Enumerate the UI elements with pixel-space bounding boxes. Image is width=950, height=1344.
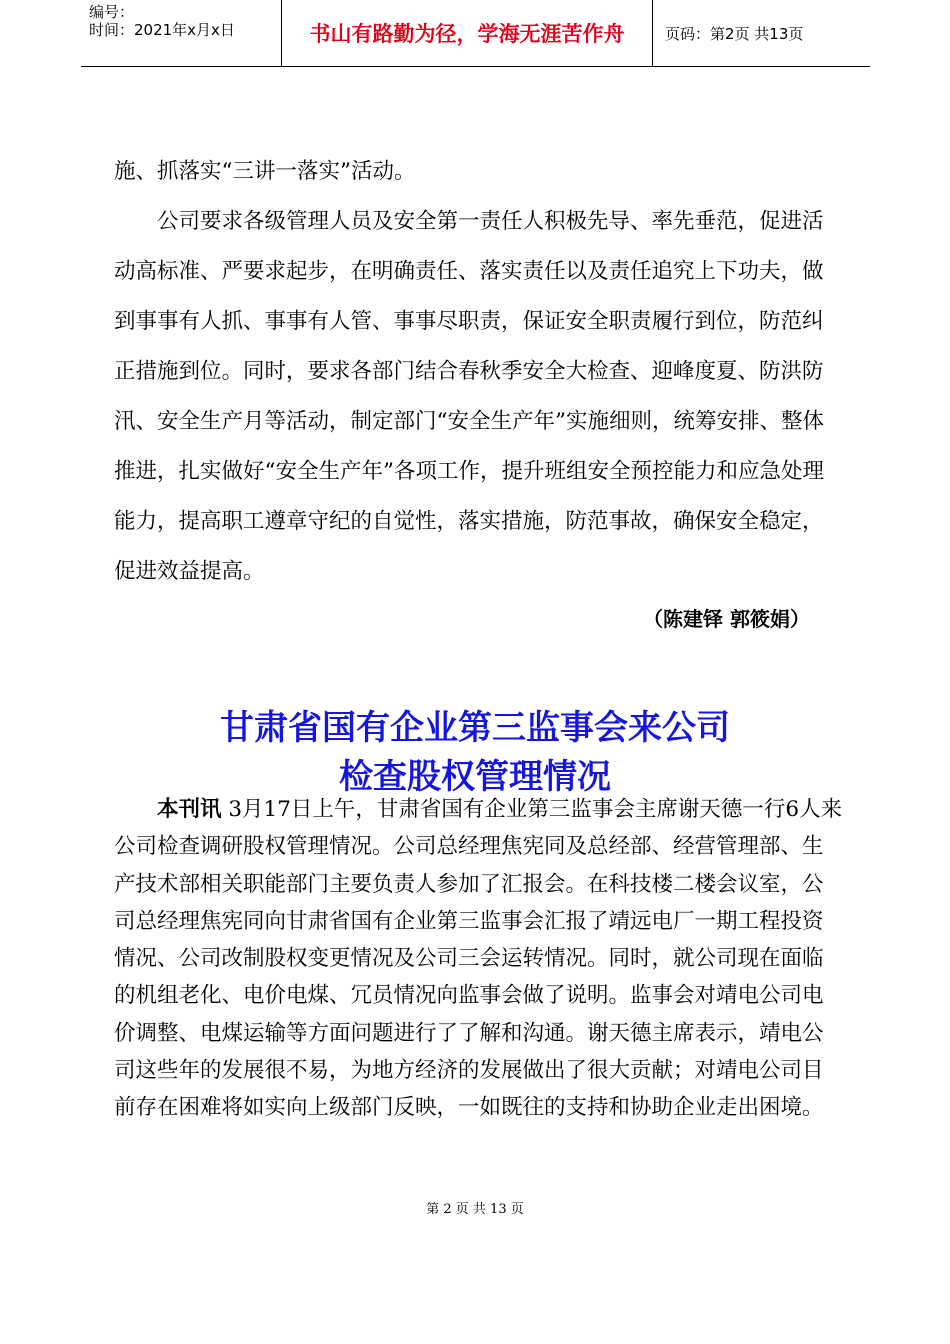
header-meta <box>81 0 281 66</box>
page-header <box>81 0 870 67</box>
page-footer: 第 2 页 共 13 页 <box>426 1202 524 1217</box>
header-motto: 书山有路勤为径，学海无涯苦作舟 <box>281 0 653 66</box>
article1-continued-line: 施、抓落实“三讲一落实”活动。 <box>114 159 416 184</box>
header-page-info: 页码：第2页 共13页 <box>665 24 804 43</box>
article1-paragraph: 公司要求各级管理人员及安全第一责任人积极先导、率先垂范，促进活动高标准、严要求起步，在明确责任、落实责任以及责任追究上下功夫，做到事事有人抓、事事有人管、事事尽职责，保证安全职责履行到位，防范纠正措施到位。同时，要求各部门结合春秋季安全大检查、迎峰度夏、防洪防汛、安全生产月等活动，制定部门“安全生产年”实施细则，统筹安排、整体推进，扎实做好“安全生产年”各项工作，提升班组安全预控能力和应急处理能力，提高职工遵章守纪的自觉性，落实措施，防范事故，确保安全稳定，促进效益提高。 <box>114 209 824 584</box>
article2-body-text: 3月17日上午，甘肃省国有企业第三监事会主席谢天德一行6人来公司检查调研股权管理情况。公司总经理焦宪同及总经部、经营管理部、生产技术部相关职能部门主要负责人参加了汇报会。在科技楼二楼会议室，公司总经理焦宪同向甘肃省国有企业第三监事会汇报了靖远电厂一期工程投资情况、公司改制股权变更情况及公司三会运转情况。同时，就公司现在面临的机组老化、电价电煤、冗员情况向监事会做了说明。监事会对靖电公司电价调整、电煤运输等方面问题进行了了解和沟通。谢天德主席表示，靖电公司这些年的发展很不易，为地方经济的发展做出了很大贡献；对靖电公司目前存在困难将如实向上级部门反映，一如既往的支持和协助企业走出困境。 <box>114 797 843 1121</box>
document-number-label: 编号： <box>89 3 135 21</box>
article2-title-line1: 甘肃省国有企业第三监事会来公司 <box>220 708 730 748</box>
document-date-label: 时间：2021年x月x日 <box>89 21 235 39</box>
article1-author: （陈建铎 郭筱娟） <box>643 607 810 631</box>
article2-title-line2: 检查股权管理情况 <box>339 757 611 797</box>
article2-lead: 本刊讯 <box>157 797 222 822</box>
article2-body <box>114 791 844 1127</box>
